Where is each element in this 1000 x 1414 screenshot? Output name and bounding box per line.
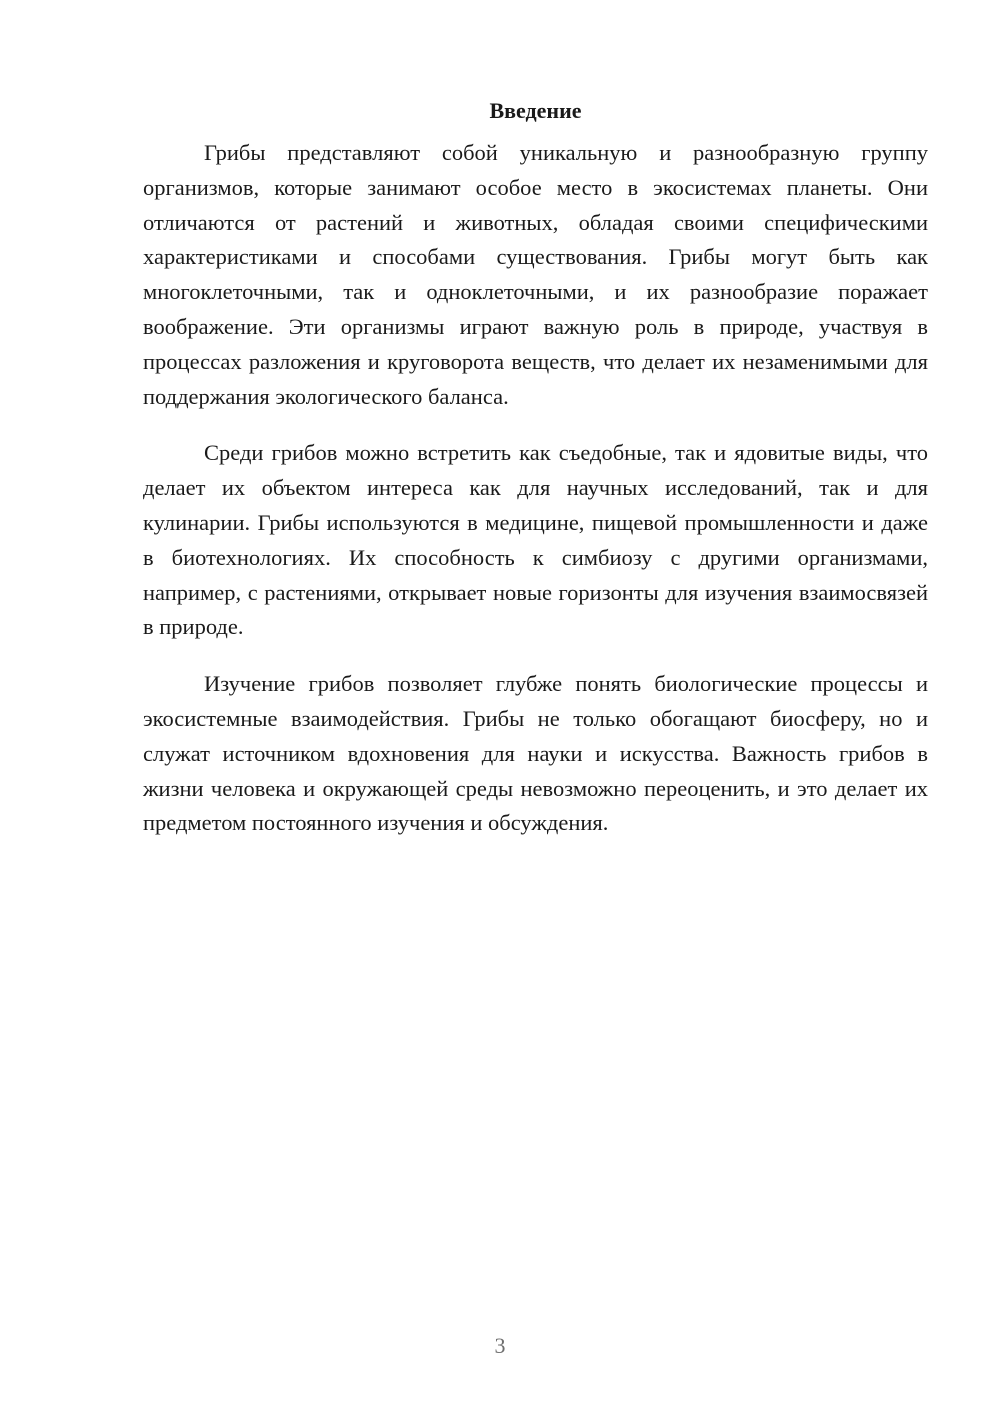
paragraph-1: Грибы представляют собой уникальную и разнообразную группу организмов, которые занимают особое место в экосистемах планеты. Они отличаются от растений и животных, обладая своими специфическими характеристиками и способами существования. Грибы могут быть как многоклеточными, так и одноклеточными, и их разнообразие поражает воображение. Эти организмы играют важную роль в природе, участвуя в процессах разложения и круговорота веществ, что делает их незаменимыми для поддержания экологического баланса. [143, 140, 928, 409]
page-content [143, 96, 928, 863]
paragraph-2: Среди грибов можно встретить как съедобные, так и ядовитые виды, что делает их объектом интереса как для научных исследований, так и для кулинарии. Грибы используются в медицине, пищевой промышленности и даже в биотехнологиях. Их способность к симбиозу с другими организмами, например, с растениями, открывает новые горизонты для изучения взаимосвязей в природе. [143, 440, 928, 640]
section-title: Введение [489, 98, 582, 123]
paragraph-3: Изучение грибов позволяет глубже понять биологические процессы и экосистемные взаимодействия. Грибы не только обогащают биосферу, но и служат источником вдохновения для науки и искусства. Важность грибов в жизни человека и окружающей среды невозможно переоценить, и это делает их предметом постоянного изучения и обсуждения. [143, 671, 928, 836]
page-number: 3 [494, 1333, 506, 1358]
